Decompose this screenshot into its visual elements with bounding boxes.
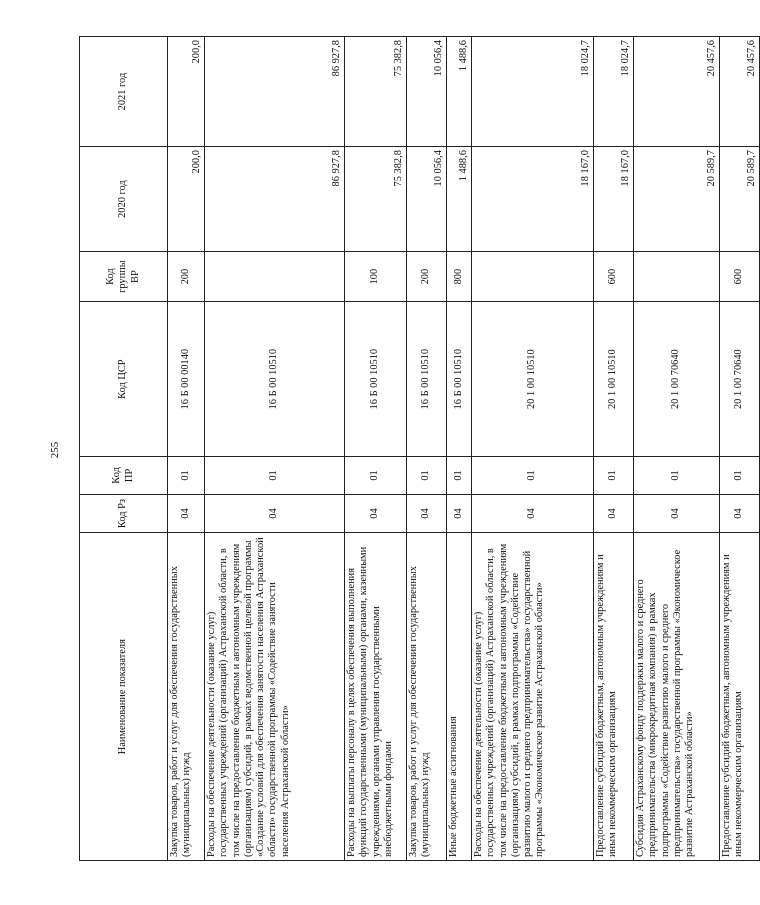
row-name: Расходы на обеспечение деятельности (оказание услуг) государственных учреждений (организаций) Астраханской области, в том числе на предоставление бюджетным и автономным учреждениям (организациям) субсидий, в рамках подпрограммы «Содействие развитию малого и среднего предпринимательства» государственной программы «Экономическое развитие Астраханской области» [472,533,594,861]
row-vr: 100 [345,252,407,302]
row-pr: 01 [634,457,720,495]
row-rz: 04 [345,494,407,533]
row-2021: 10 056,4 [407,37,447,147]
row-2020: 18 167,0 [594,147,634,252]
table-container [79,36,757,861]
row-rz: 04 [594,494,634,533]
row-2021: 200,0 [168,37,205,147]
row-csr: 20 1 00 70640 [634,302,720,457]
header-rz: Код Рз [80,494,168,533]
row-name: Закупка товаров, работ и услуг для обеспечения государственных (муниципальных) нужд [407,533,447,861]
row-pr: 01 [205,457,345,495]
row-name: Предоставление субсидий бюджетным, автономным учреждениям и иным некоммерческим организациям [594,533,634,861]
budget-table [79,36,760,861]
row-rz: 04 [205,494,345,533]
row-2020: 20 589,7 [720,147,760,252]
row-2021: 75 382,8 [345,37,407,147]
table-row [205,37,345,861]
row-pr: 01 [472,457,594,495]
row-csr: 20 1 00 10510 [472,302,594,457]
table-row [345,37,407,861]
row-csr: 16 Б 00 10510 [205,302,345,457]
row-rz: 04 [447,494,472,533]
row-rz: 04 [634,494,720,533]
row-name: Предоставление субсидий бюджетным, автономным учреждениям и иным некоммерческим организациям [720,533,760,861]
table-row [168,37,205,861]
table-row [634,37,720,861]
row-vr: 200 [168,252,205,302]
row-name: Субсидия Астраханскому фонду поддержки малого и среднего предпринимательства (микрокредитная компания) в рамках подпрограммы «Содействие развитию малого и среднего предпринимательства» государственной программы «Экономическое развитие Астраханской области» [634,533,720,861]
table-row [447,37,472,861]
row-2020: 18 167,0 [472,147,594,252]
row-rz: 04 [472,494,594,533]
row-csr: 20 1 00 10510 [594,302,634,457]
row-2020: 200,0 [168,147,205,252]
row-2021: 1 488,6 [447,37,472,147]
table-row [720,37,760,861]
row-csr: 16 Б 00 10510 [447,302,472,457]
row-vr: 600 [594,252,634,302]
row-pr: 01 [168,457,205,495]
row-pr: 01 [594,457,634,495]
row-csr: 16 Б 00 10510 [345,302,407,457]
row-2021: 18 024,7 [472,37,594,147]
row-name: Расходы на выплаты персоналу в целях обеспечения выполнения функций государственными (муниципальными) органами, казенными учреждениями, органами управления государственными внебюджетными фондами [345,533,407,861]
header-2020: 2020 год [80,147,168,252]
row-vr: 200 [407,252,447,302]
row-rz: 04 [720,494,760,533]
row-name: Расходы на обеспечение деятельности (оказание услуг) государственных учреждений (организаций) Астраханской области, в том числе на предоставление бюджетным и автономным учреждениям (организациям) субсидий, в рамках ведомственной целевой программы «Создание условий для обеспечения занятости населения Астраханской области» государственной программы «Содействие занятости населения Астраханской области» [205,533,345,861]
row-2020: 10 056,4 [407,147,447,252]
header-vr: Код группы ВР [80,252,168,302]
header-2021: 2021 год [80,37,168,147]
row-2021: 20 457,6 [720,37,760,147]
row-vr [634,252,720,302]
table-row [594,37,634,861]
row-pr: 01 [447,457,472,495]
row-name: Закупка товаров, работ и услуг для обеспечения государственных (муниципальных) нужд [168,533,205,861]
header-name: Наименование показателя [80,533,168,861]
table-row [407,37,447,861]
row-pr: 01 [345,457,407,495]
row-vr [472,252,594,302]
row-vr [205,252,345,302]
row-rz: 04 [168,494,205,533]
row-2021: 86 927,8 [205,37,345,147]
page-number: 255 [49,441,61,459]
row-vr: 800 [447,252,472,302]
row-2020: 1 488,6 [447,147,472,252]
row-2020: 75 382,8 [345,147,407,252]
row-name: Иные бюджетные ассигнования [447,533,472,861]
row-pr: 01 [407,457,447,495]
row-csr: 16 Б 00 10510 [407,302,447,457]
row-csr: 16 Б 00 00140 [168,302,205,457]
row-csr: 20 1 00 70640 [720,302,760,457]
row-pr: 01 [720,457,760,495]
table-row [472,37,594,861]
row-rz: 04 [407,494,447,533]
rotated-page [79,36,757,861]
row-2020: 20 589,7 [634,147,720,252]
table-header-row [80,37,168,861]
row-2021: 18 024,7 [594,37,634,147]
row-vr: 600 [720,252,760,302]
header-csr: Код ЦСР [80,302,168,457]
row-2020: 86 927,8 [205,147,345,252]
header-pr: Код ПР [80,457,168,495]
row-2021: 20 457,6 [634,37,720,147]
